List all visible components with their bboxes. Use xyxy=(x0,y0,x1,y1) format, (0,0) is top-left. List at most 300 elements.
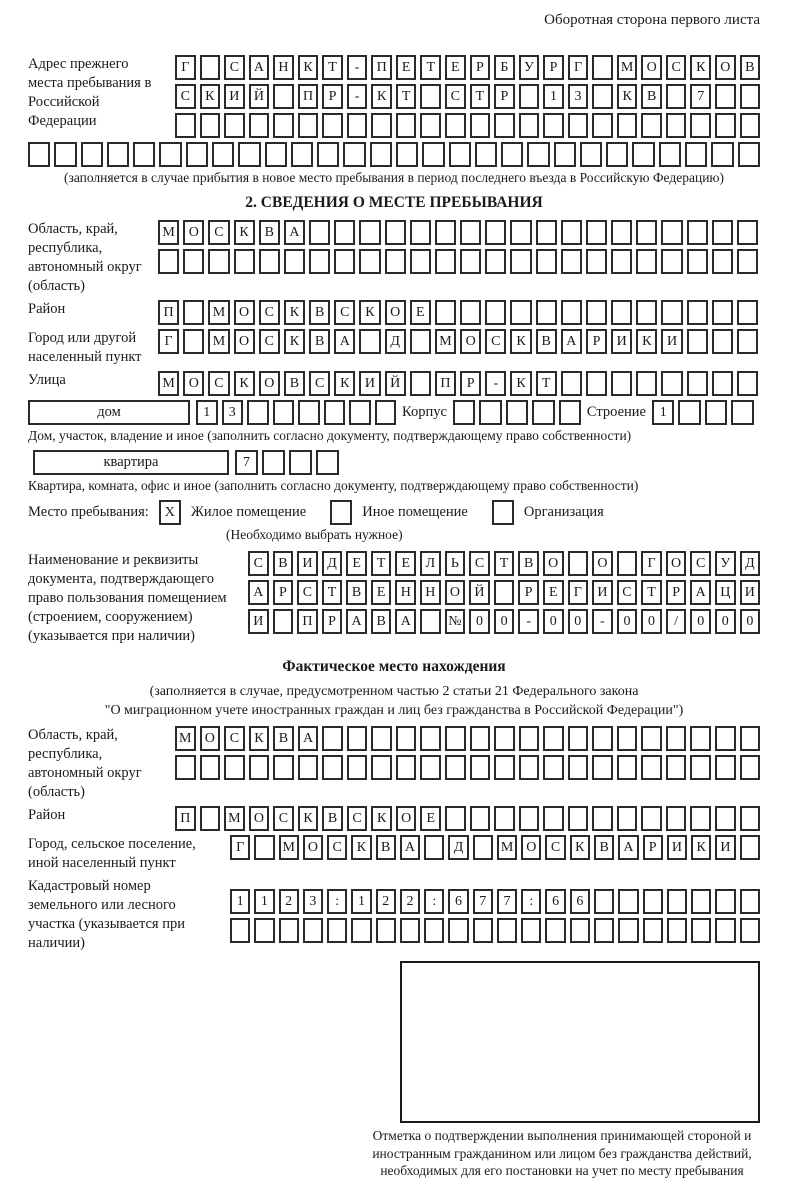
char-cell xyxy=(740,726,761,751)
char-cell xyxy=(347,726,368,751)
cadastral-row-2 xyxy=(230,918,760,943)
char-cell xyxy=(28,142,50,167)
char-cell: О xyxy=(666,551,687,576)
char-cell xyxy=(611,249,632,274)
char-cell: 3 xyxy=(303,889,323,914)
char-cell: А xyxy=(284,220,305,245)
char-cell xyxy=(424,918,444,943)
char-cell: А xyxy=(298,726,319,751)
char-cell xyxy=(284,249,305,274)
stay-type-label: Место пребывания: xyxy=(28,504,149,520)
char-cell xyxy=(611,371,632,396)
char-cell xyxy=(740,835,760,860)
char-cell: В xyxy=(309,329,330,354)
char-cell xyxy=(273,84,294,109)
char-cell: Р xyxy=(460,371,481,396)
char-cell: Е xyxy=(543,580,564,605)
char-cell: М xyxy=(208,329,229,354)
char-cell xyxy=(519,726,540,751)
char-cell: 1 xyxy=(230,889,250,914)
char-cell: С xyxy=(224,55,245,80)
char-cell xyxy=(737,220,758,245)
char-cell: Т xyxy=(420,55,441,80)
char-cell: 0 xyxy=(715,609,736,634)
char-cell xyxy=(641,726,662,751)
char-cell xyxy=(470,755,491,780)
option-organization-label: Организация xyxy=(523,504,604,520)
char-cell: Д xyxy=(740,551,761,576)
char-cell: Й xyxy=(385,371,406,396)
actual-region-row-2 xyxy=(175,755,760,780)
char-cell: В xyxy=(322,806,343,831)
char-cell xyxy=(309,249,330,274)
char-cell xyxy=(606,142,628,167)
char-cell: О xyxy=(543,551,564,576)
char-cell xyxy=(334,249,355,274)
char-cell xyxy=(159,142,181,167)
char-cell xyxy=(385,220,406,245)
char-cell: О xyxy=(460,329,481,354)
char-cell: А xyxy=(400,835,420,860)
char-cell: 0 xyxy=(494,609,515,634)
char-cell: К xyxy=(690,55,711,80)
char-cell: Д xyxy=(385,329,406,354)
region-block xyxy=(28,220,760,296)
char-cell xyxy=(661,371,682,396)
registration-stamp-box xyxy=(400,961,760,1123)
char-cell: 6 xyxy=(570,889,590,914)
char-cell xyxy=(715,726,736,751)
char-cell: О xyxy=(385,300,406,325)
char-cell: 0 xyxy=(690,609,711,634)
cadastral-block xyxy=(28,877,760,953)
prev-address-block xyxy=(28,55,760,138)
char-cell xyxy=(561,249,582,274)
char-cell: 6 xyxy=(545,889,565,914)
char-cell xyxy=(224,755,245,780)
char-cell xyxy=(510,300,531,325)
char-cell: П xyxy=(297,609,318,634)
char-cell xyxy=(561,300,582,325)
char-cell xyxy=(691,889,711,914)
korpus-label: Корпус xyxy=(402,404,447,420)
char-cell: Р xyxy=(322,609,343,634)
char-cell xyxy=(568,726,589,751)
char-cell: М xyxy=(224,806,245,831)
char-cell xyxy=(448,918,468,943)
char-cell xyxy=(712,249,733,274)
char-cell xyxy=(400,918,420,943)
char-cell xyxy=(561,220,582,245)
char-cell xyxy=(611,220,632,245)
char-cell: 2 xyxy=(376,889,396,914)
char-cell xyxy=(740,889,760,914)
char-cell: Т xyxy=(641,580,662,605)
char-cell xyxy=(737,300,758,325)
char-cell xyxy=(527,142,549,167)
house-block xyxy=(28,400,760,425)
char-cell xyxy=(303,918,323,943)
char-cell xyxy=(687,329,708,354)
apartment-caption: Квартира, комната, офис и иное (заполнить согласно документу, подтверждающему право собственности) xyxy=(28,478,639,493)
char-cell xyxy=(334,220,355,245)
char-cell xyxy=(485,220,506,245)
char-cell xyxy=(554,142,576,167)
char-cell xyxy=(666,113,687,138)
char-cell: 1 xyxy=(196,400,218,425)
char-cell xyxy=(238,142,260,167)
char-cell xyxy=(687,371,708,396)
char-cell: Г xyxy=(568,55,589,80)
char-cell: Г xyxy=(641,551,662,576)
char-cell: Р xyxy=(273,580,294,605)
char-cell: - xyxy=(518,609,539,634)
char-cell xyxy=(740,918,760,943)
char-cell xyxy=(643,918,663,943)
char-cell xyxy=(617,726,638,751)
cadastral-cells xyxy=(230,877,760,943)
char-cell xyxy=(690,755,711,780)
char-cell xyxy=(666,755,687,780)
char-cell: О xyxy=(183,220,204,245)
char-cell: 1 xyxy=(543,84,564,109)
char-cell xyxy=(494,113,515,138)
char-cell xyxy=(738,142,760,167)
char-cell xyxy=(279,918,299,943)
char-cell: К xyxy=(200,84,221,109)
char-cell xyxy=(666,806,687,831)
char-cell: У xyxy=(715,551,736,576)
char-cell: У xyxy=(519,55,540,80)
char-cell xyxy=(479,400,501,425)
char-cell: 7 xyxy=(473,889,493,914)
char-cell: : xyxy=(521,889,541,914)
char-cell xyxy=(666,726,687,751)
stay-type-note: (Необходимо выбрать нужное) xyxy=(226,527,403,542)
char-cell xyxy=(485,249,506,274)
actual-city-row xyxy=(230,835,760,860)
cadastral-row-1 xyxy=(230,889,760,914)
char-cell: 0 xyxy=(568,609,589,634)
char-cell xyxy=(661,220,682,245)
char-cell: С xyxy=(347,806,368,831)
char-cell xyxy=(200,755,221,780)
char-cell: М xyxy=(279,835,299,860)
prev-address-row-1 xyxy=(175,55,760,80)
char-cell xyxy=(186,142,208,167)
stroenie-label: Строение xyxy=(586,404,646,420)
char-cell xyxy=(661,249,682,274)
char-cell xyxy=(371,726,392,751)
char-cell: А xyxy=(618,835,638,860)
char-cell xyxy=(273,609,294,634)
char-cell: 3 xyxy=(222,400,244,425)
char-cell xyxy=(183,249,204,274)
char-cell xyxy=(501,142,523,167)
char-cell xyxy=(298,113,319,138)
char-cell: С xyxy=(334,300,355,325)
char-cell xyxy=(617,113,638,138)
char-cell: С xyxy=(297,580,318,605)
char-cell xyxy=(396,113,417,138)
char-cell: Й xyxy=(469,580,490,605)
char-cell xyxy=(536,220,557,245)
char-cell: С xyxy=(327,835,347,860)
actual-district-row xyxy=(175,806,760,831)
char-cell: - xyxy=(347,84,368,109)
char-cell xyxy=(183,300,204,325)
actual-district-block xyxy=(28,806,760,831)
char-cell xyxy=(424,835,444,860)
char-cell xyxy=(420,609,441,634)
char-cell xyxy=(715,755,736,780)
char-cell: Т xyxy=(371,551,392,576)
char-cell xyxy=(636,371,657,396)
char-cell xyxy=(521,918,541,943)
char-cell: Е xyxy=(420,806,441,831)
actual-location-note-2: "О миграционном учете иностранных граждан и лиц без гражданства в Российской Федерации") xyxy=(104,703,684,718)
street-block xyxy=(28,371,760,396)
char-cell: Д xyxy=(448,835,468,860)
char-cell: О xyxy=(592,551,613,576)
char-cell: П xyxy=(371,55,392,80)
prev-address-row-4 xyxy=(28,142,760,167)
char-cell: 0 xyxy=(617,609,638,634)
region-label: Область, край, республика, автономный округ (область) xyxy=(28,221,142,294)
char-cell: И xyxy=(248,609,269,634)
char-cell xyxy=(327,918,347,943)
char-cell: С xyxy=(666,55,687,80)
char-cell xyxy=(291,142,313,167)
char-cell: Р xyxy=(643,835,663,860)
char-cell: С xyxy=(545,835,565,860)
char-cell xyxy=(519,113,540,138)
char-cell: Е xyxy=(410,300,431,325)
char-cell: Е xyxy=(395,551,416,576)
prev-address-label: Адрес прежнего места пребывания в Российской Федерации xyxy=(28,56,152,129)
char-cell xyxy=(568,113,589,138)
checkbox-organization xyxy=(492,500,514,525)
char-cell: М xyxy=(497,835,517,860)
char-cell xyxy=(536,249,557,274)
char-cell: Й xyxy=(249,84,270,109)
char-cell xyxy=(460,220,481,245)
char-cell xyxy=(543,113,564,138)
char-cell xyxy=(568,755,589,780)
char-cell xyxy=(737,329,758,354)
actual-location-title: Фактическое место нахождения xyxy=(282,658,506,675)
char-cell: С xyxy=(617,580,638,605)
char-cell: А xyxy=(690,580,711,605)
char-cell xyxy=(359,249,380,274)
char-cell xyxy=(731,400,754,425)
house-caption: Дом, участок, владение и иное (заполнить согласно документу, подтверждающему право собственности) xyxy=(28,428,632,443)
char-cell xyxy=(371,113,392,138)
char-cell: 2 xyxy=(279,889,299,914)
char-cell: 0 xyxy=(641,609,662,634)
char-cell xyxy=(175,755,196,780)
char-cell xyxy=(470,806,491,831)
char-cell: В xyxy=(376,835,396,860)
house-number-cells xyxy=(196,400,396,425)
region-row-2 xyxy=(158,249,758,274)
char-cell: С xyxy=(485,329,506,354)
char-cell: Г xyxy=(568,580,589,605)
char-cell: В xyxy=(371,609,392,634)
char-cell: К xyxy=(298,55,319,80)
char-cell: - xyxy=(347,55,368,80)
char-cell: К xyxy=(234,371,255,396)
char-cell xyxy=(453,400,475,425)
char-cell: И xyxy=(667,835,687,860)
char-cell xyxy=(545,918,565,943)
char-cell xyxy=(133,142,155,167)
char-cell: М xyxy=(158,220,179,245)
region-cells xyxy=(158,220,758,274)
char-cell: К xyxy=(691,835,711,860)
char-cell: О xyxy=(234,329,255,354)
char-cell: - xyxy=(592,609,613,634)
char-cell xyxy=(592,55,613,80)
char-cell xyxy=(445,755,466,780)
char-cell: О xyxy=(183,371,204,396)
document-label: Наименование и реквизиты документа, подтверждающего право пользования помещением (строением, сооружением) (указывается при наличии) xyxy=(28,552,227,644)
char-cell xyxy=(200,113,221,138)
char-cell xyxy=(460,249,481,274)
char-cell xyxy=(617,755,638,780)
char-cell xyxy=(705,400,728,425)
apartment-box-label: квартира xyxy=(33,450,229,475)
char-cell xyxy=(410,249,431,274)
char-cell: С xyxy=(445,84,466,109)
region-row-1 xyxy=(158,220,758,245)
char-cell xyxy=(641,113,662,138)
char-cell xyxy=(371,755,392,780)
char-cell: Р xyxy=(470,55,491,80)
char-cell: К xyxy=(636,329,657,354)
char-cell: К xyxy=(510,371,531,396)
char-cell: 3 xyxy=(568,84,589,109)
char-cell xyxy=(568,806,589,831)
char-cell xyxy=(349,400,371,425)
char-cell xyxy=(715,113,736,138)
char-cell xyxy=(641,755,662,780)
char-cell: П xyxy=(158,300,179,325)
char-cell xyxy=(643,889,663,914)
char-cell xyxy=(435,300,456,325)
char-cell xyxy=(506,400,528,425)
char-cell xyxy=(347,755,368,780)
char-cell: 0 xyxy=(740,609,761,634)
apartment-cells xyxy=(235,450,339,475)
char-cell xyxy=(618,889,638,914)
district-label: Район xyxy=(28,301,66,317)
char-cell: К xyxy=(351,835,371,860)
char-cell xyxy=(470,726,491,751)
char-cell xyxy=(592,755,613,780)
char-cell xyxy=(532,400,554,425)
char-cell xyxy=(611,300,632,325)
char-cell xyxy=(536,300,557,325)
char-cell: Т xyxy=(470,84,491,109)
char-cell xyxy=(617,551,638,576)
header-note: Оборотная сторона первого листа xyxy=(544,12,760,28)
street-label: Улица xyxy=(28,372,66,388)
char-cell xyxy=(494,580,515,605)
char-cell: № xyxy=(445,609,466,634)
char-cell xyxy=(385,249,406,274)
char-cell: Н xyxy=(420,580,441,605)
char-cell: : xyxy=(424,889,444,914)
char-cell xyxy=(460,300,481,325)
char-cell xyxy=(208,249,229,274)
char-cell xyxy=(712,300,733,325)
char-cell xyxy=(435,220,456,245)
city-block xyxy=(28,329,760,367)
char-cell: Р xyxy=(586,329,607,354)
char-cell: И xyxy=(224,84,245,109)
char-cell: А xyxy=(395,609,416,634)
char-cell: И xyxy=(611,329,632,354)
char-cell xyxy=(420,113,441,138)
char-cell xyxy=(586,220,607,245)
document-row-1 xyxy=(248,551,760,576)
char-cell xyxy=(740,755,761,780)
house-box-label: дом xyxy=(28,400,190,425)
char-cell xyxy=(570,918,590,943)
char-cell xyxy=(322,726,343,751)
char-cell xyxy=(376,918,396,943)
char-cell: 1 xyxy=(351,889,371,914)
char-cell xyxy=(691,918,711,943)
prev-address-row-3 xyxy=(175,113,760,138)
char-cell xyxy=(298,755,319,780)
char-cell xyxy=(343,142,365,167)
char-cell: 0 xyxy=(543,609,564,634)
char-cell xyxy=(586,371,607,396)
char-cell xyxy=(273,400,295,425)
char-cell: С xyxy=(208,220,229,245)
actual-district-label: Район xyxy=(28,807,66,823)
char-cell xyxy=(473,835,493,860)
char-cell: О xyxy=(445,580,466,605)
char-cell xyxy=(247,400,269,425)
char-cell: Н xyxy=(395,580,416,605)
char-cell: И xyxy=(359,371,380,396)
char-cell: О xyxy=(234,300,255,325)
checkbox-other-premises xyxy=(330,500,352,525)
char-cell xyxy=(561,371,582,396)
char-cell xyxy=(519,806,540,831)
char-cell xyxy=(420,84,441,109)
char-cell xyxy=(230,918,250,943)
char-cell: В xyxy=(259,220,280,245)
char-cell xyxy=(107,142,129,167)
char-cell xyxy=(592,113,613,138)
char-cell xyxy=(410,220,431,245)
char-cell xyxy=(543,755,564,780)
char-cell: С xyxy=(208,371,229,396)
char-cell xyxy=(690,113,711,138)
char-cell: С xyxy=(224,726,245,751)
document-block xyxy=(28,551,760,646)
cadastral-label: Кадастровый номер земельного или лесного участка (указывается при наличии) xyxy=(28,878,185,951)
char-cell: Т xyxy=(322,55,343,80)
char-cell xyxy=(740,806,761,831)
char-cell xyxy=(410,329,431,354)
char-cell: Р xyxy=(494,84,515,109)
char-cell: К xyxy=(234,220,255,245)
